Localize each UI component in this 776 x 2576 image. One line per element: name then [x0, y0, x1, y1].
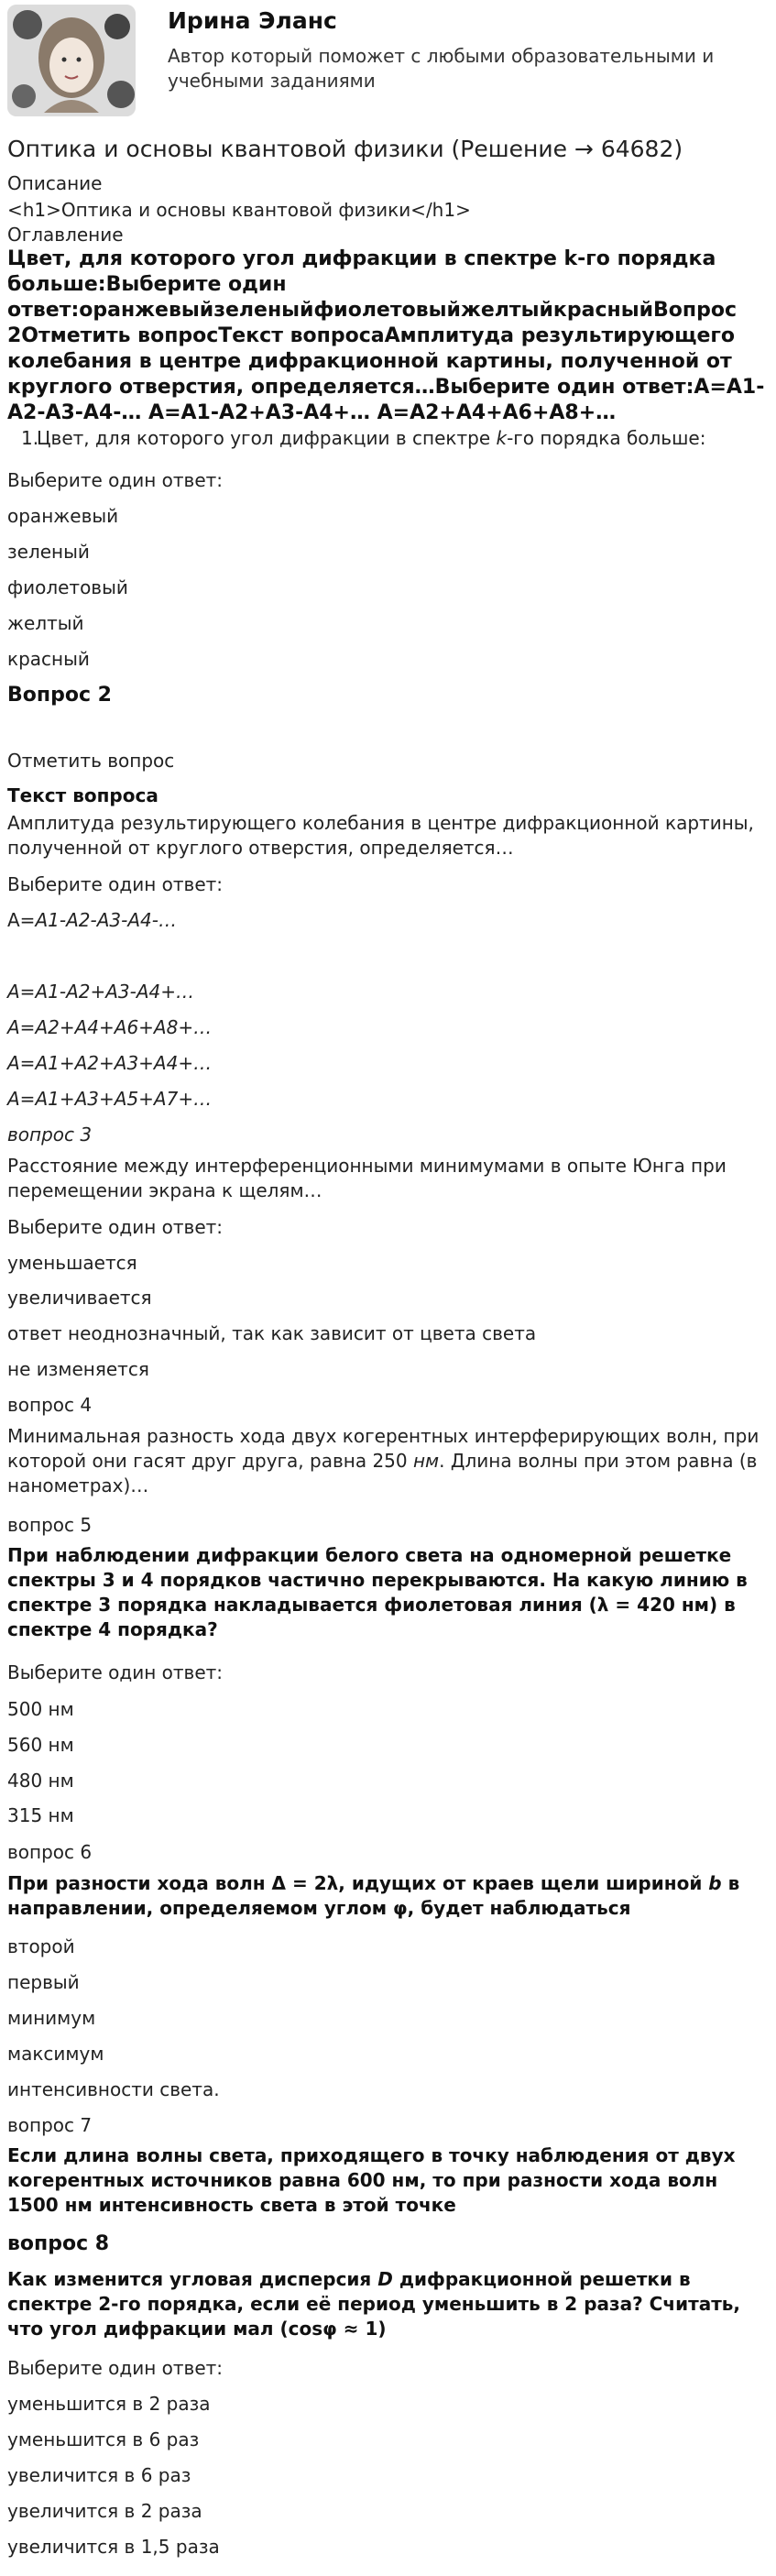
- q8-heading: вопрос 8: [7, 2232, 110, 2255]
- q5-option[interactable]: 315 нм: [7, 1804, 74, 1826]
- q3-option[interactable]: ответ неоднозначный, так как зависит от цвета света: [7, 1322, 537, 1344]
- q3-option[interactable]: уменьшается: [7, 1252, 137, 1274]
- q5-choose-label: Выберите один ответ:: [7, 1661, 224, 1683]
- q4-text-before: Минимальная разность хода двух когерентных интерферирующих волн, при которой они гасят друг друга, равна 250: [7, 1425, 760, 1472]
- q3-option[interactable]: не изменяется: [7, 1358, 149, 1380]
- q1-option[interactable]: фиолетовый: [7, 576, 128, 598]
- q6-var: b: [708, 1872, 722, 1894]
- q3-choose-label: Выберите один ответ:: [7, 1216, 224, 1238]
- q6-heading: вопрос 6: [7, 1841, 93, 1863]
- q6-option[interactable]: второй: [7, 1935, 75, 1957]
- q1-option[interactable]: желтый: [7, 612, 84, 634]
- q3-heading: вопрос 3: [7, 1124, 93, 1145]
- q1-option[interactable]: оранжевый: [7, 505, 119, 527]
- q1-option[interactable]: зеленый: [7, 541, 90, 563]
- q1-text-after: -го порядка больше:: [507, 427, 706, 449]
- avatar-photo-icon: [7, 5, 136, 116]
- q2-option[interactable]: A=A1+A2+A3+A4+…: [7, 1052, 213, 1074]
- q2-option[interactable]: A=A1+A3+A5+A7+…: [7, 1088, 213, 1110]
- document-title: Оптика и основы квантовой физики (Решение → 64682): [7, 136, 683, 162]
- summary-text: Цвет, для которого угол дифракции в спектре k-го порядка больше:Выберите один ответ:оранжевыйзеленыйфиолетовыйжелтыйкрасныйВопрос 2Отметить вопросТекст вопросаАмплитуда результирующего колебания в центре дифракционной картины, полученной от круглого отверстия, определяется…Выберите один ответ:A=A1-A2-A3-A4-… A=A1-A2+A3-A4+… A=A2+A4+A6+A8+…: [7, 247, 765, 424]
- q2-text: Амплитуда результирующего колебания в центре дифракционной картины, полученной от круглого отверстия, определяется…: [7, 812, 754, 859]
- q2-option[interactable]: A=A2+A4+A6+A8+…: [7, 1016, 213, 1038]
- q3-option[interactable]: увеличивается: [7, 1287, 152, 1309]
- q7-heading: вопрос 7: [7, 2114, 93, 2136]
- q4-unit: нм: [412, 1450, 440, 1472]
- q2-choose-label: Выберите один ответ:: [7, 873, 224, 895]
- q5-option[interactable]: 480 нм: [7, 1770, 74, 1792]
- description-label: Описание: [7, 172, 103, 194]
- q8-option[interactable]: уменьшится в 6 раз: [7, 2428, 200, 2450]
- q4-text: [7, 1424, 768, 1498]
- q1-choose-label: Выберите один ответ:: [7, 469, 224, 491]
- q2-option-formula: A1-A2-A3-A4-…: [35, 909, 177, 931]
- q8-choose-label: Выберите один ответ:: [7, 2357, 224, 2379]
- q2-text-heading: Текст вопроса: [7, 784, 158, 806]
- q2-flag-link[interactable]: Отметить вопрос: [7, 750, 175, 772]
- q6-option[interactable]: интенсивности света.: [7, 2078, 220, 2100]
- q8-text-after: дифракционной решетки в спектре 2-го порядка, если её период уменьшить в 2 раза? Считать, что угол дифракции мал (cosφ ≈ 1): [7, 2268, 741, 2340]
- q4-text-after: . Длина волны при этом равна (в нанометрах)…: [7, 1450, 758, 1496]
- q8-option[interactable]: уменьшится в 2 раза: [7, 2393, 211, 2415]
- q2-heading: Вопрос 2: [7, 684, 112, 707]
- q1-number: 1.: [21, 427, 39, 449]
- q8-option[interactable]: увеличится в 6 раз: [7, 2464, 191, 2486]
- q6-option[interactable]: минимум: [7, 2007, 96, 2029]
- q1-var: k: [496, 427, 508, 449]
- q5-option[interactable]: 560 нм: [7, 1734, 74, 1756]
- q1-option[interactable]: красный: [7, 648, 90, 670]
- q2-option[interactable]: A=A1-A2+A3-A4+…: [7, 981, 195, 1003]
- q5-option[interactable]: 500 нм: [7, 1698, 74, 1720]
- author-description: Автор который поможет с любыми образовательными и учебными заданиями: [168, 45, 715, 92]
- q4-heading: вопрос 4: [7, 1394, 93, 1416]
- author-name[interactable]: Ирина Эланс: [168, 7, 337, 34]
- q7-text: Если длина волны света, приходящего в точку наблюдения от двух когерентных источников равна 600 нм, то при разности хода волн 1500 нм интенсивность света в этой точке: [7, 2144, 736, 2216]
- raw-h1-text: <h1>Оптика и основы квантовой физики</h1>: [7, 199, 471, 221]
- q6-text: [7, 1871, 768, 1921]
- q6-option[interactable]: максимум: [7, 2043, 104, 2065]
- q8-var: D: [377, 2268, 393, 2290]
- q8-text: [7, 2267, 768, 2341]
- author-avatar[interactable]: [7, 5, 136, 116]
- q3-text: Расстояние между интерференционными минимумами в опыте Юнга при перемещении экрана к щелям…: [7, 1155, 727, 1201]
- q8-option[interactable]: увеличится в 1,5 раза: [7, 2536, 220, 2558]
- q1-text-before: Цвет, для которого угол дифракции в спектре: [37, 427, 497, 449]
- author-header: [0, 0, 776, 124]
- q5-text: При наблюдении дифракции белого света на одномерной решетке спектры 3 и 4 порядков частично перекрываются. На какую линию в спектре 3 порядка накладывается фиолетовая линия (λ = 420 нм) в спектре 4 порядка?: [7, 1544, 748, 1640]
- q2-option[interactable]: [7, 908, 768, 933]
- toc-label: Оглавление: [7, 224, 124, 246]
- q2-option-prefix: A=: [7, 909, 36, 931]
- q5-heading: вопрос 5: [7, 1514, 93, 1536]
- q6-text-after: в направлении, определяемом углом φ, будет наблюдаться: [7, 1872, 740, 1919]
- q6-option[interactable]: первый: [7, 1971, 80, 1993]
- q8-text-before: Как изменится угловая дисперсия: [7, 2268, 378, 2290]
- q8-option[interactable]: увеличится в 2 раза: [7, 2500, 202, 2522]
- q1-text: [7, 426, 776, 451]
- q6-text-before: При разности хода волн Δ = 2λ, идущих от краев щели шириной: [7, 1872, 709, 1894]
